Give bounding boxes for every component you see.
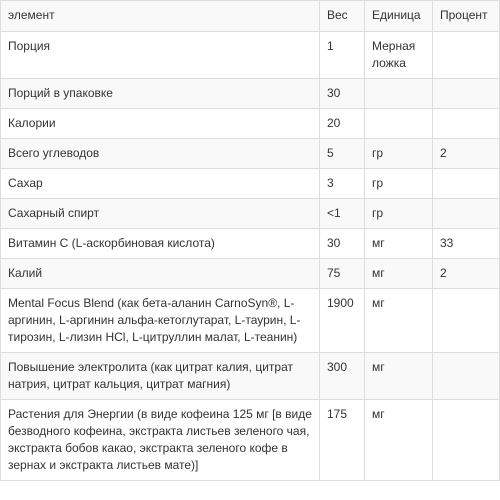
cell-unit: мг [365,259,433,289]
cell-unit: мг [365,289,433,353]
cell-weight: 3 [320,169,365,199]
cell-element: Повышение электролита (как цитрат калия, цитрат натрия, цитрат кальция, цитрат магния) [1,353,320,400]
cell-unit [365,79,433,109]
cell-percent [433,400,500,481]
header-unit: Единица [365,1,433,32]
table-row [1,259,500,289]
cell-unit [365,109,433,139]
table-row [1,400,500,481]
cell-unit: гр [365,139,433,169]
cell-weight: 1 [320,32,365,79]
cell-element: Порций в упаковке [1,79,320,109]
cell-percent [433,353,500,400]
table-row [1,139,500,169]
cell-weight: 175 [320,400,365,481]
cell-unit: гр [365,169,433,199]
table-row [1,229,500,259]
cell-element: Растения для Энергии (в виде кофеина 125 мг [в виде безводного кофеина, экстракта листьев зеленого чая, экстракта бобов какао, экстракта зеленого кофе в зернах и экстракта листьев мате)] [1,400,320,481]
table-row [1,353,500,400]
cell-percent [433,32,500,79]
table-row [1,169,500,199]
table-row [1,199,500,229]
header-weight: Вес [320,1,365,32]
cell-element: Витамин C (L-аскорбиновая кислота) [1,229,320,259]
cell-percent [433,109,500,139]
cell-element: Сахарный спирт [1,199,320,229]
cell-element: Сахар [1,169,320,199]
cell-percent: 33 [433,229,500,259]
cell-unit: Мерная ложка [365,32,433,79]
header-element: элемент [1,1,320,32]
cell-weight: 20 [320,109,365,139]
cell-weight: 300 [320,353,365,400]
cell-percent [433,289,500,353]
table-row [1,109,500,139]
header-percent: Процент [433,1,500,32]
cell-unit: мг [365,400,433,481]
cell-unit: мг [365,229,433,259]
cell-weight: 75 [320,259,365,289]
table-row [1,32,500,79]
cell-weight: 5 [320,139,365,169]
table-row [1,289,500,353]
cell-element: Всего углеводов [1,139,320,169]
cell-percent [433,79,500,109]
header-row [1,1,500,32]
cell-percent: 2 [433,139,500,169]
cell-weight: 30 [320,79,365,109]
cell-percent [433,169,500,199]
cell-unit: мг [365,353,433,400]
cell-weight: <1 [320,199,365,229]
cell-element: Порция [1,32,320,79]
cell-percent: 2 [433,259,500,289]
cell-element: Mental Focus Blend (как бета-аланин CarnoSyn®, L-аргинин, L-аргинин альфа-кетоглутарат, L-таурин, L-тирозин, L-лизин HCl, L-цитруллин малат, L-теанин) [1,289,320,353]
cell-weight: 30 [320,229,365,259]
cell-weight: 1900 [320,289,365,353]
cell-element: Калории [1,109,320,139]
table-row [1,79,500,109]
cell-element: Калий [1,259,320,289]
cell-percent [433,199,500,229]
cell-unit: гр [365,199,433,229]
